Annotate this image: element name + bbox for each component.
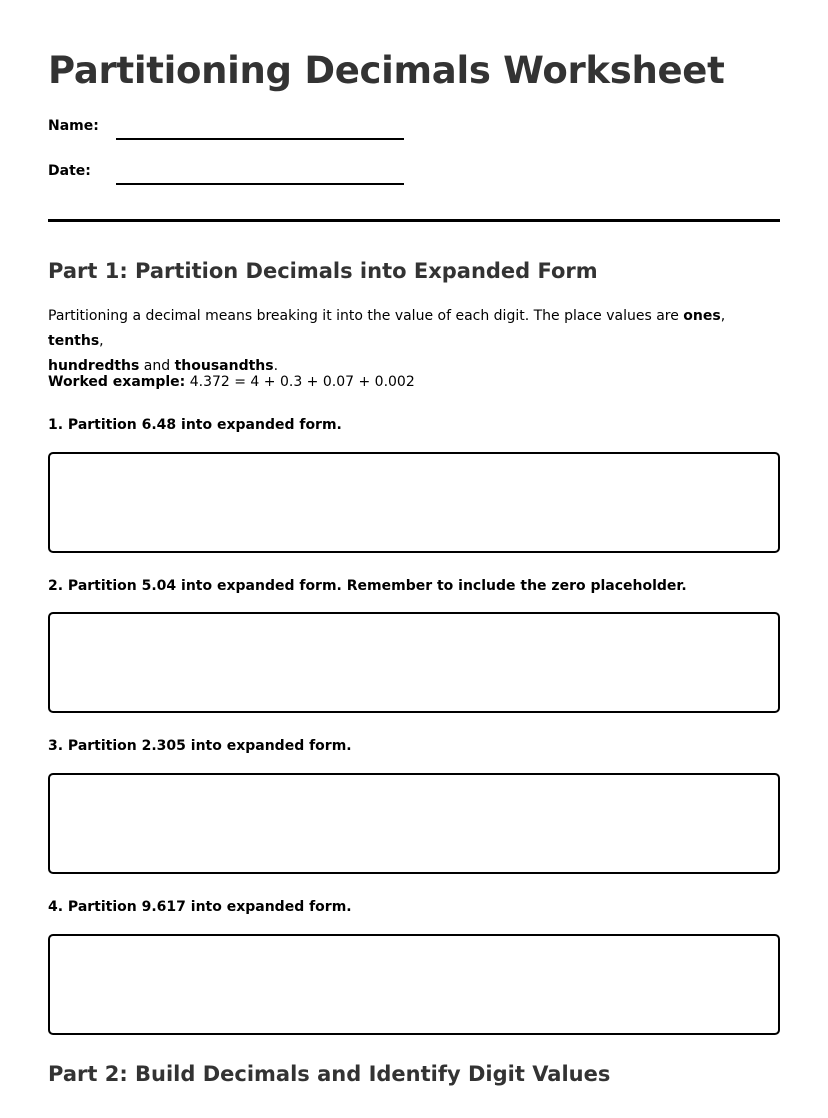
question-4: 4. Partition 9.617 into expanded form. [48, 899, 352, 915]
answer-box-2[interactable] [48, 612, 780, 713]
question-1: 1. Partition 6.48 into expanded form. [48, 417, 342, 433]
intro-and: and [139, 358, 175, 374]
page-title: Partitioning Decimals Worksheet [48, 49, 725, 92]
intro-sep: , [99, 333, 104, 349]
intro-sep: , [720, 308, 726, 324]
question-3: 3. Partition 2.305 into expanded form. [48, 738, 352, 754]
worked-example [48, 371, 415, 393]
date-field[interactable] [116, 183, 404, 185]
term-ones: ones [683, 308, 721, 324]
part2-heading: Part 2: Build Decimals and Identify Digit Values [48, 1062, 611, 1086]
part1-intro [48, 304, 780, 379]
intro-text: Partitioning a decimal means breaking it into the value of each digit. The place values are [48, 308, 684, 324]
part1-heading: Part 1: Partition Decimals into Expanded Form [48, 259, 598, 283]
worked-example-text: 4.372 = 4 + 0.3 + 0.07 + 0.002 [185, 374, 415, 390]
name-field[interactable] [116, 138, 404, 140]
header-divider [48, 219, 780, 222]
name-label: Name: [48, 118, 99, 134]
term-hundredths: hundredths [48, 358, 140, 374]
term-thousandths: thousandths [174, 358, 274, 374]
intro-end: . [273, 358, 279, 374]
term-tenths: tenths [48, 333, 100, 349]
date-label: Date: [48, 163, 91, 179]
answer-box-3[interactable] [48, 773, 780, 874]
worked-example-label: Worked example: [48, 374, 186, 390]
answer-box-4[interactable] [48, 934, 780, 1035]
answer-box-1[interactable] [48, 452, 780, 553]
question-2: 2. Partition 5.04 into expanded form. Remember to include the zero placeholder. [48, 578, 687, 594]
